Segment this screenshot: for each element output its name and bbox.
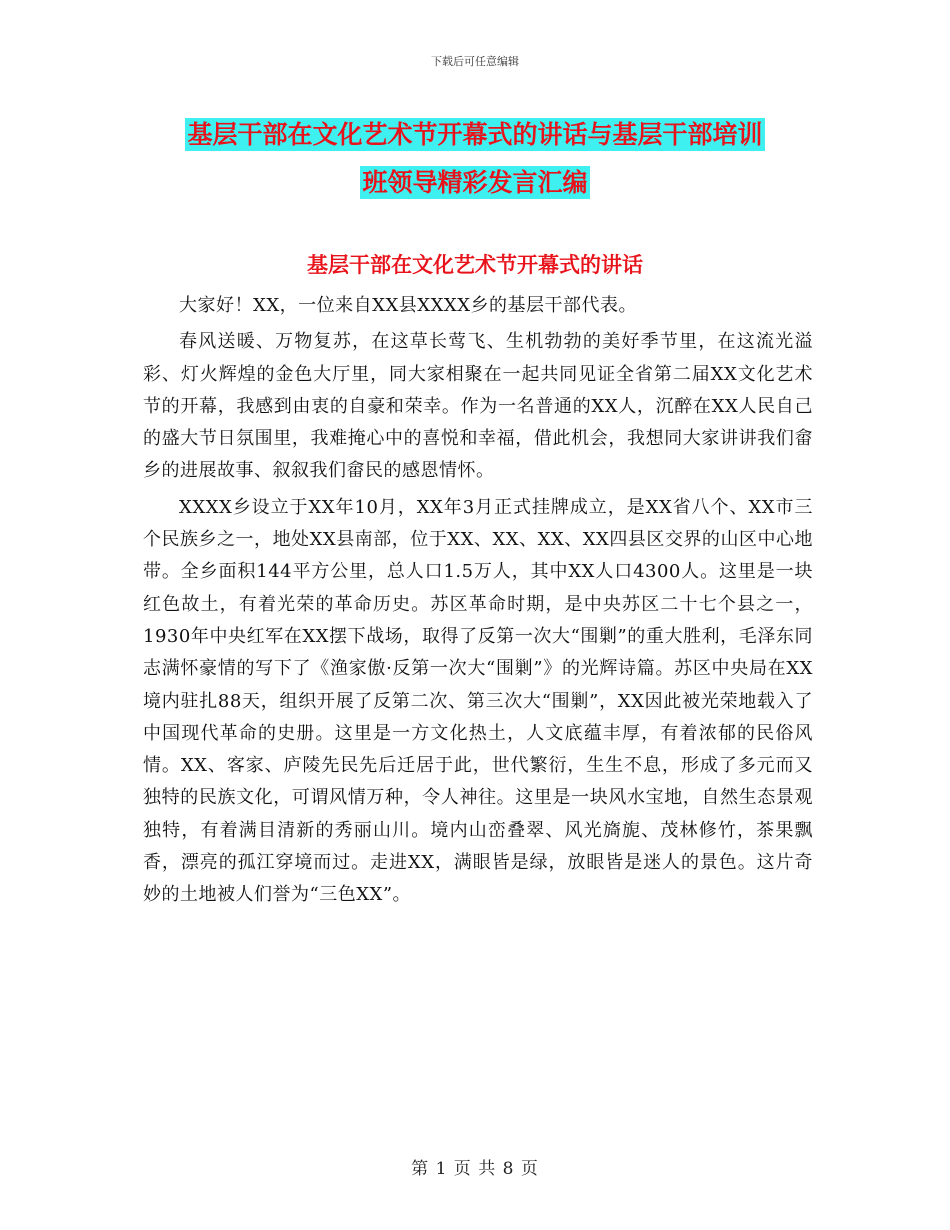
document-title [0, 112, 950, 206]
document-title-line-1: 基层干部在文化艺术节开幕式的讲话与基层干部培训 [187, 120, 763, 149]
page-header-note: 下载后可任意编辑 [431, 55, 519, 68]
paragraph-3: XXXX乡设立于XX年10月，XX年3月正式挂牌成立，是XX省八个、XX市三个民族乡之一，地处XX县南部，位于XX、XX、XX、XX四县区交界的山区中心地带。全乡面积144平方公里，总人口1.5万人，其中XX人口4300人。这里是一块红色故土，有着光荣的革命历史。苏区革命时期，是中央苏区二十七个县之一，1930年中央红军在XX摆下战场，取得了反第一次大“围剿”的重大胜利，毛泽东同志满怀豪情的写下了《渔家傲·反第一次大“围剿”》的光辉诗篇。苏区中央局在XX境内驻扎88天，组织开展了反第二次、第三次大“围剿”，XX因此被光荣地载入了中国现代革命的史册。这里是一方文化热土，人文底蕴丰厚，有着浓郁的民俗风情。XX、客家、庐陵先民先后迁居于此，世代繁衍，生生不息，形成了多元而又独特的民族文化，可谓风情万种，令人神往。这里是一块风水宝地，自然生态景观独特，有着满目清新的秀丽山川。境内山峦叠翠、风光旖旎、茂林修竹，茶果飘香，漂亮的孤江穿境而过。走进XX，满眼皆是绿，放眼皆是迷人的景色。这片奇妙的土地被人们誉为“三色XX”。 [143, 496, 813, 906]
paragraph-1: 大家好！XX，一位来自XX县XXXX乡的基层干部代表。 [179, 295, 638, 316]
body-text [143, 290, 813, 916]
page-number: 第 1 页 共 8 页 [411, 1159, 539, 1179]
paragraph-2: 春风送暖、万物复苏，在这草长莺飞、生机勃勃的美好季节里，在这流光溢彩、灯火辉煌的金色大厅里，同大家相聚在一起共同见证全省第二届XX文化艺术节的开幕，我感到由衷的自豪和荣幸。作为一名普通的XX人，沉醉在XX人民自己的盛大节日氛围里，我难掩心中的喜悦和幸福，借此机会，我想同大家讲讲我们畲乡的进展故事、叙叙我们畲民的感恩情怀。 [143, 331, 813, 482]
document-title-line-2: 班领导精彩发言汇编 [362, 168, 588, 197]
section-title: 基层干部在文化艺术节开幕式的讲话 [307, 253, 643, 277]
